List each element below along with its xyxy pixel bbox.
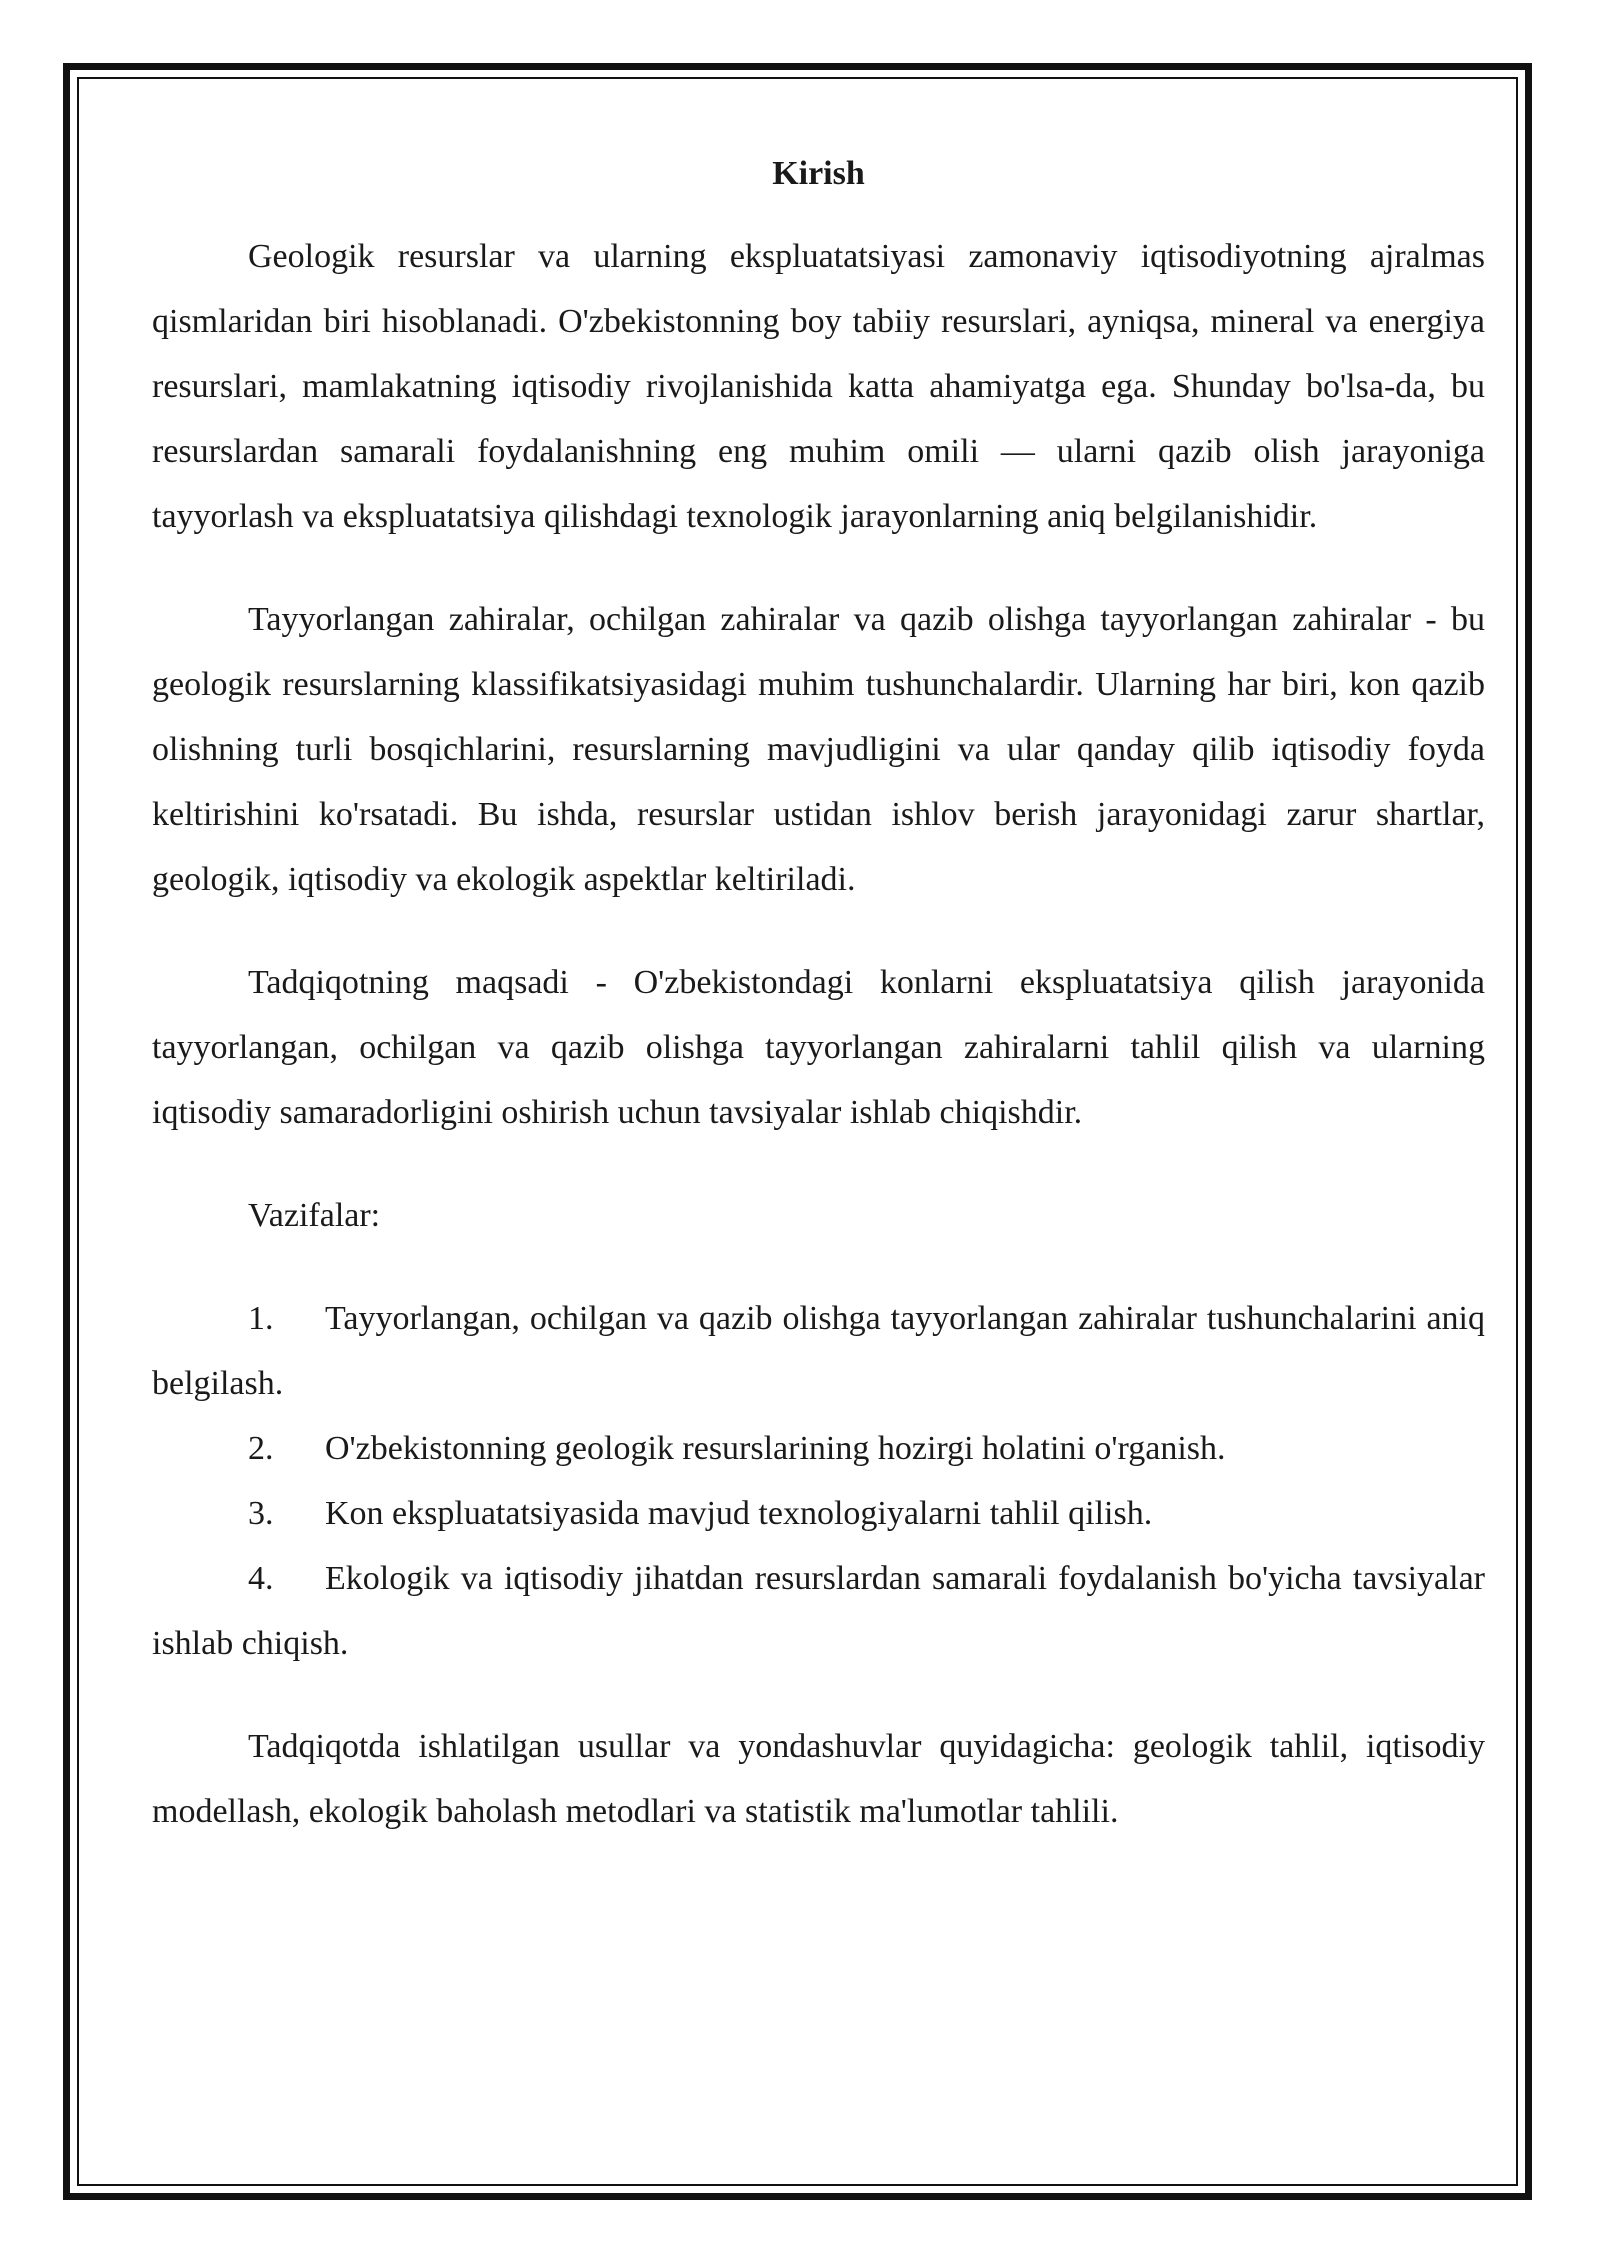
list-item-number: 2. (248, 1430, 274, 1467)
tasks-heading: Vazifalar: (248, 1197, 381, 1234)
list-item-text: Ekologik va iqtisodiy jihatdan resurslardan samarali foydalanish bo'yicha tavsiyalar ishlab chiqish. (152, 1560, 1485, 1662)
list-item (152, 1481, 1485, 1546)
list-item-text: Tayyorlangan, ochilgan va qazib olishga tayyorlangan zahiralar tushunchalarini aniq belgilash. (152, 1300, 1485, 1402)
page-title: Kirish (772, 155, 865, 192)
list-item-number: 1. (248, 1300, 274, 1337)
paragraph-reserves: Tayyorlangan zahiralar, ochilgan zahiralar va qazib olishga tayyorlangan zahiralar - bu geologik resurslarning klassifikatsiyasidagi muhim tushunchalardir. Ularning har biri, kon qazib olishning turli bosqichlarini, resurslarning mavjudligini va ular qanday qilib iqtisodiy foyda keltirishini ko'rsatadi. Bu ishda, resurslar ustidan ishlov berish jarayonidagi zarur shartlar, geologik, iqtisodiy va ekologik aspektlar keltiriladi. (152, 601, 1485, 898)
list-item (152, 1546, 1485, 1676)
list-item (152, 1416, 1485, 1481)
list-item-text: Kon ekspluatatsiyasida mavjud texnologiyalarni tahlil qilish. (325, 1495, 1153, 1532)
paragraph-methods: Tadqiqotda ishlatilgan usullar va yondashuvlar quyidagicha: geologik tahlil, iqtisodiy modellash, ekologik baholash metodlari va statistik ma'lumotlar tahlili. (152, 1728, 1485, 1830)
paragraph-intro: Geologik resurslar va ularning ekspluatatsiyasi zamonaviy iqtisodiyotning ajralmas qismlaridan biri hisoblanadi. O'zbekistonning boy tabiiy resurslari, ayniqsa, mineral va energiya resurslari, mamlakatning iqtisodiy rivojlanishida katta ahamiyatga ega. Shunday bo'lsa-da, bu resurslardan samarali foydalanishning eng muhim omili — ularni qazib olish jarayoniga tayyorlash va ekspluatatsiya qilishdagi texnologik jarayonlarning aniq belgilanishidir. (152, 238, 1485, 535)
document-body (152, 140, 1485, 1882)
list-item-number: 3. (248, 1495, 274, 1532)
list-item (152, 1286, 1485, 1416)
list-item-text: O'zbekistonning geologik resurslarining hozirgi holatini o'rganish. (325, 1430, 1226, 1467)
list-item-number: 4. (248, 1560, 274, 1597)
tasks-list (152, 1286, 1485, 1676)
paragraph-goal: Tadqiqotning maqsadi - O'zbekistondagi konlarni ekspluatatsiya qilish jarayonida tayyorlangan, ochilgan va qazib olishga tayyorlangan zahiralarni tahlil qilish va ularning iqtisodiy samaradorligini oshirish uchun tavsiyalar ishlab chiqishdir. (152, 964, 1485, 1131)
